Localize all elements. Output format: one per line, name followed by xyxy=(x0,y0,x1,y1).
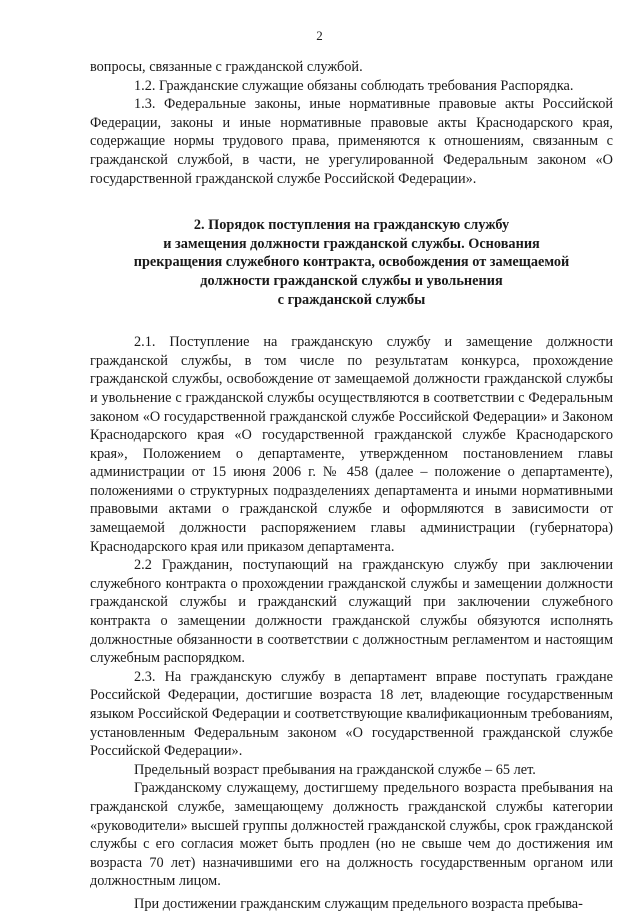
section-title-line: и замещения должности гражданской службы. Основания xyxy=(163,235,540,252)
section-title-line: 2. Порядок поступления на гражданскую службу xyxy=(193,217,510,234)
document-content xyxy=(90,58,613,914)
body-paragraph-2-3: 2.3. На гражданскую службу в департамент вправе поступать граждане Российской Федерации, достигшие возраста 18 лет, владеющие государственным языком Российской Федерации и соответствующие квалификационным требованиям, установленным Федеральным законом «О государственной гражданской службе Российской Федерации». xyxy=(90,668,613,760)
intro-paragraph: 1.2. Гражданские служащие обязаны соблюдать требования Распорядка. xyxy=(134,77,574,94)
body-paragraph-continued: При достижении гражданским служащим предельного возраста пребыва- xyxy=(134,895,583,912)
intro-paragraph: вопросы, связанные с гражданской службой. xyxy=(90,59,363,75)
section-title-line: прекращения служебного контракта, освобождения от замещаемой xyxy=(133,254,570,271)
page-number: 2 xyxy=(316,28,323,43)
section-title xyxy=(90,216,613,309)
body-paragraph-2-1: 2.1. Поступление на гражданскую службу и замещение должности гражданской службы, в том числе по результатам конкурса, прохождение гражданской службы, освобождение от замещаемой должности гражданской службы и увольнение с гражданской службы осуществляются в соответствии с Федеральным законом «О государственной гражданской службе Российской Федерации» и Законом Краснодарского края «О государственной гражданской службе Краснодарского края», Положением о департаменте, утвержденном постановлением главы администрации от 15 июня 2006 г. № 458 (далее – положение о департаменте), положениями о структурных подразделениях департамента и иными нормативными правовыми актами о гражданской службе и оформляются в зависимости от замещаемой должности распоряжением главы администрации (губернатора) Краснодарского края или приказом департамента. xyxy=(90,334,613,555)
body-paragraph-age-limit: Предельный возраст пребывания на гражданской службе – 65 лет. xyxy=(134,761,536,778)
intro-paragraph: 1.3. Федеральные законы, иные нормативные правовые акты Российской Федерации, законы и иные нормативные правовые акты Краснодарского края, содержащие нормы трудового права, применяются к отношениям, связанным с гражданской службой, в части, не урегулированной Федеральным законом «О государственной гражданской службе Российской Федерации». xyxy=(90,96,613,187)
body-paragraph-extension: Гражданскому служащему, достигшему предельного возраста пребывания на гражданской службе, замещающему должность гражданской службы категории «руководители» высшей группы должностей гражданской службы, срок гражданской службы с его согласия может быть продлен (но не свыше чем до достижения им возраста 70 лет) назначившими его на должность государственным органом или должностным лицом. xyxy=(90,780,613,890)
section-title-line: должности гражданской службы и увольнения xyxy=(200,272,503,289)
body-paragraph-2-2: 2.2 Гражданин, поступающий на гражданскую службу при заключении служебного контракта о прохождении гражданской службы и замещении должности гражданской службы и гражданский служащий при заключении служебного контракта о замещении должности гражданской службы обязуются исполнять должностные обязанности в соответствии с должностным регламентом и настоящим служебным распорядком. xyxy=(90,557,613,667)
section-title-line: с гражданской службы xyxy=(277,291,426,308)
